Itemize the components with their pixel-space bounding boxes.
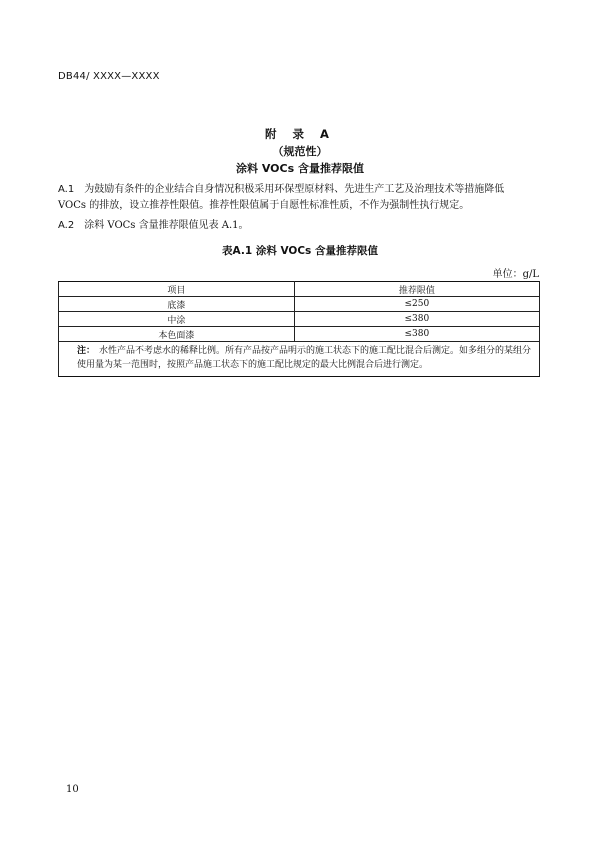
note-text-line1: 水性产品不考虑水的稀释比例。所有产品按产品明示的施工状态下的施工配比混合后测定。如多组分的某组分: [99, 346, 532, 356]
clause-a1: [58, 182, 504, 198]
document-code: DB44/ XXXX—XXXX: [58, 71, 160, 82]
clause-text: 为鼓励有条件的企业结合自身情况积极采用环保型原材料、先进生产工艺及治理技术等措施降低: [84, 184, 505, 195]
cell-limit: ≤380: [294, 312, 539, 327]
table-title: 表A.1 涂料 VOCs 含量推荐限值: [222, 245, 378, 257]
appendix-subtitle: 涂料 VOCs 含量推荐限值: [236, 162, 364, 175]
clause-a1-continued: VOCs 的排放，设立推荐性限值。推荐性限值属于自愿性标准性质，不作为强制性执行规定。: [58, 200, 470, 211]
table-row: [59, 297, 540, 312]
table-note-row: [59, 342, 540, 377]
cell-item: 底漆: [59, 297, 295, 312]
voc-limits-table: [58, 281, 540, 377]
cell-limit: ≤380: [294, 327, 539, 342]
clause-number: A.2: [58, 220, 75, 231]
column-header-item: 项目: [59, 282, 295, 297]
table-row: [59, 327, 540, 342]
cell-item: 中涂: [59, 312, 295, 327]
note-text-line2: 使用量为某一范围时，按照产品施工状态下的施工配比规定的最大比例混合后进行测定。: [77, 360, 429, 370]
table-unit: 单位：g/L: [492, 269, 539, 280]
appendix-title: 附 录 A: [265, 127, 335, 141]
table-header-row: [59, 282, 540, 297]
table-row: [59, 312, 540, 327]
clause-a2: [58, 218, 249, 234]
cell-item: 本色面漆: [59, 327, 295, 342]
clause-number: A.1: [58, 184, 75, 195]
column-header-limit: 推荐限值: [294, 282, 539, 297]
appendix-normative-label: （规范性）: [272, 145, 328, 158]
page-number: 10: [66, 784, 79, 795]
table-note: [59, 342, 540, 377]
note-label: 注：: [77, 346, 96, 356]
clause-text: 涂料 VOCs 含量推荐限值见表 A.1。: [84, 220, 249, 231]
cell-limit: ≤250: [294, 297, 539, 312]
